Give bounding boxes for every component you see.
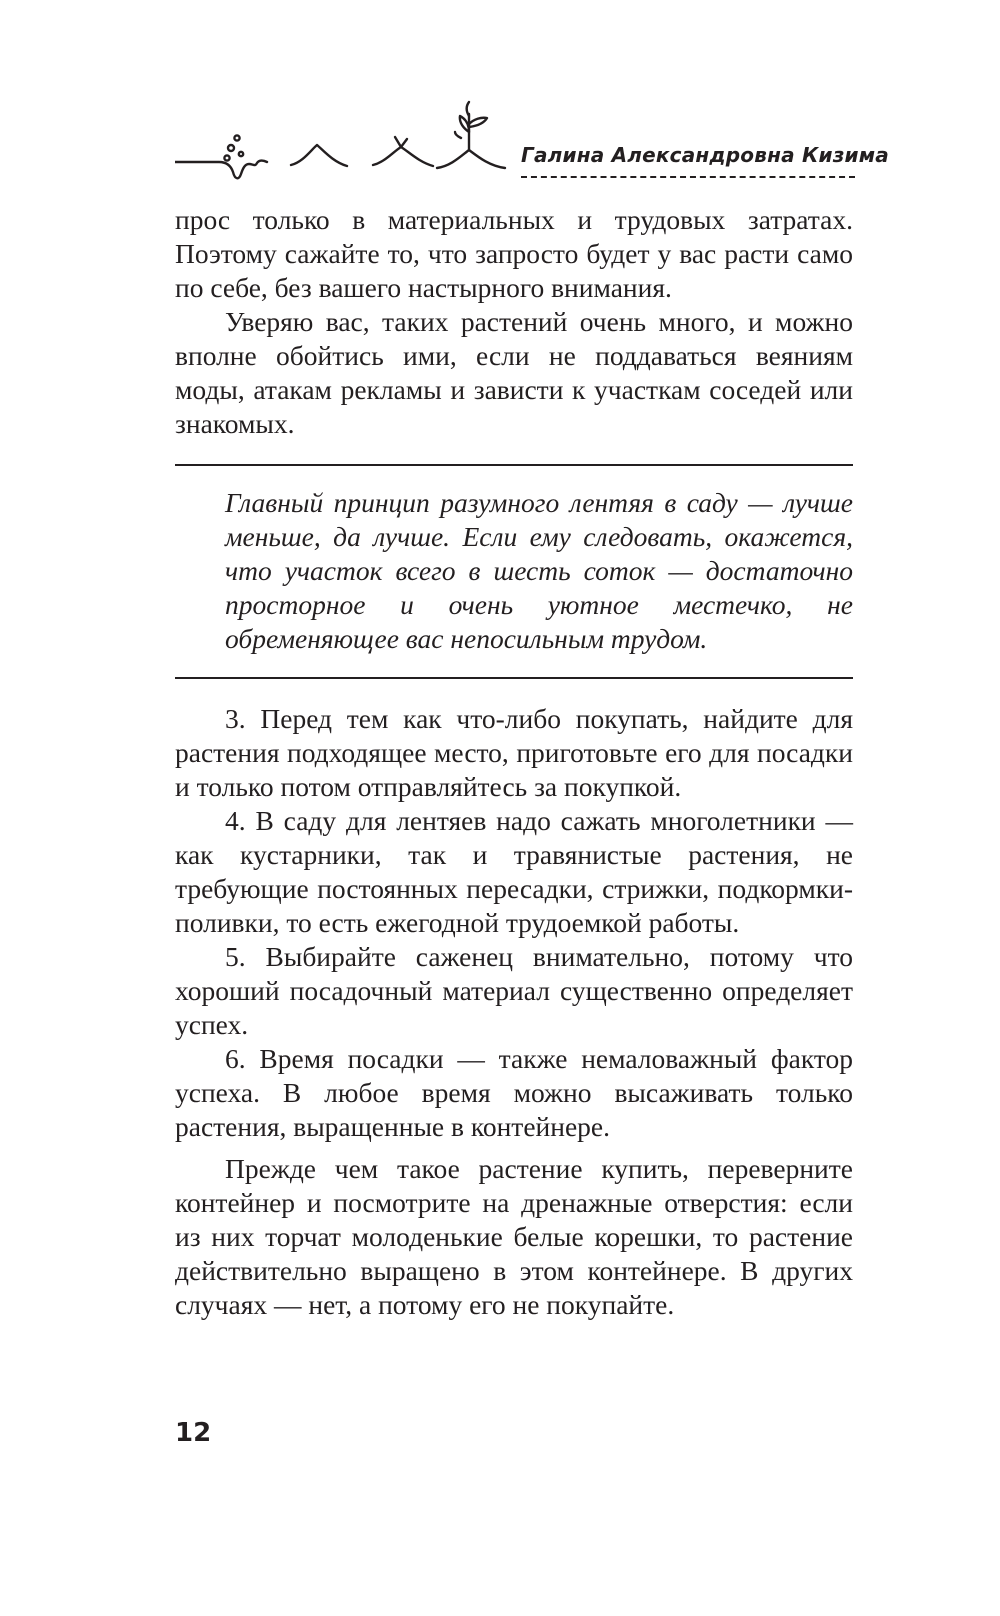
page-number: 12: [175, 1418, 212, 1448]
header-dashed-rule: [521, 176, 855, 178]
running-head: Галина Александровна Кизима: [521, 143, 889, 167]
body-paragraph: Уверяю вас, таких растений очень много, и можно вполне обойтись ими, если не поддаваться веяниям моды, атакам рекламы и зависти к участкам соседей или знакомых.: [175, 306, 853, 439]
list-item: 4. В саду для лентяев надо сажать многолетники — как кустарники, так и травянистые растения, не требующие постоянных пересадки, стрижки, подкормки-поливки, то есть ежегодной трудоемкой работы.: [175, 805, 853, 938]
body-paragraph: прос только в материальных и трудовых затратах. Поэтому сажайте то, что запросто будет у вас расти само по себе, без вашего настырного внимания.: [175, 204, 853, 303]
list-item: 6. Время посадки — также немаловажный фактор успеха. В любое время можно высаживать только растения, выращенные в контейнере.: [175, 1043, 853, 1142]
callout-box: [175, 464, 853, 679]
page-header: [175, 100, 889, 190]
body-paragraph: Прежде чем такое растение купить, переверните контейнер и посмотрите на дренажные отверстия: если из них торчат молоденькие белые корешки, то растение действительно выращено в этом контейнере. В других случаях — нет, а потому его не покупайте.: [175, 1153, 853, 1320]
list-item: 3. Перед тем как что-либо покупать, найдите для растения подходящее место, приготовьте его для посадки и только потом отправляйтесь за покупкой.: [175, 703, 853, 802]
page-body: [175, 203, 853, 1322]
sprouting-seed-ornament-icon: [175, 100, 515, 190]
list-item: 5. Выбирайте саженец внимательно, потому что хороший посадочный материал существенно определяет успех.: [175, 941, 853, 1040]
tips-list: [175, 702, 853, 1322]
callout-text: Главный принцип разумного лентяя в саду — лучше меньше, да лучше. Если ему следовать, окажется, что участок всего в шесть соток — достаточно просторное и очень уютное местечко, не обременяющее вас непосильным трудом.: [225, 487, 853, 654]
